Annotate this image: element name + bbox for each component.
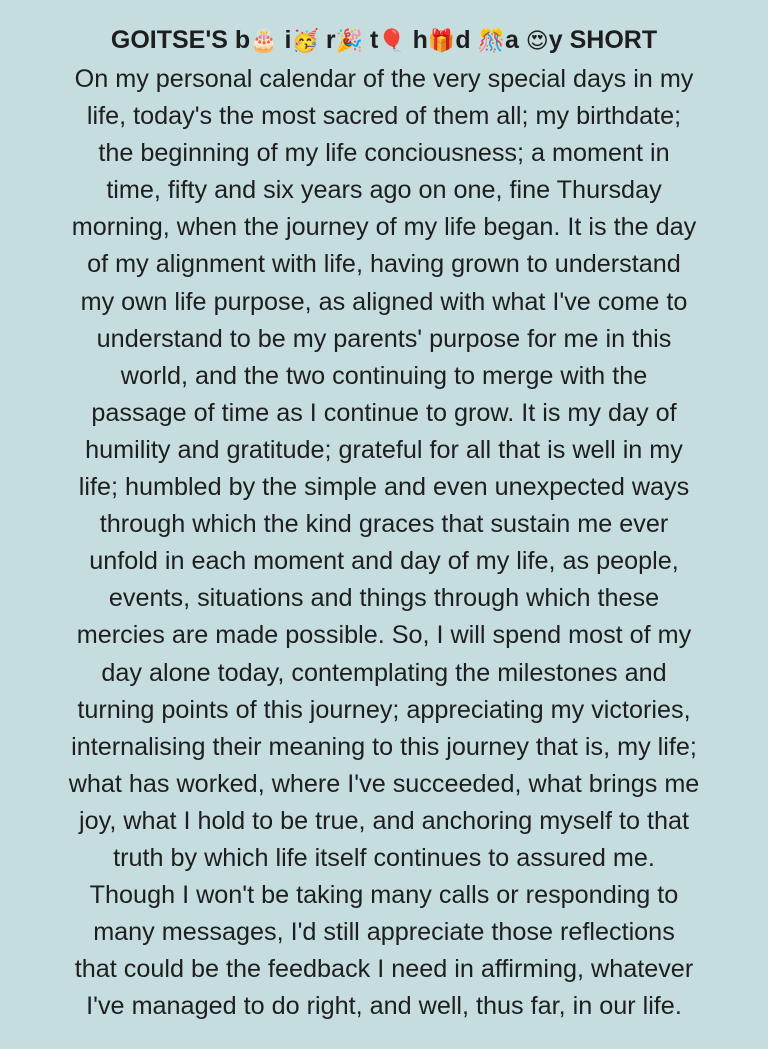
title-text: GOITSE'S b (110, 26, 251, 54)
title-text: r (318, 26, 336, 54)
body-line: turning points of this journey; appreciating my victories, (77, 695, 691, 724)
body-line: the beginning of my life conciousness; a moment in (98, 139, 670, 168)
body-line: mercies are made possible. So, I will spend most of my (76, 621, 692, 650)
body-line: time, fifty and six years ago on one, fine Thursday (106, 176, 662, 205)
heart-eyes-icon: 😍 (525, 29, 549, 54)
body-line: many messages, I'd still appreciate those reflections (93, 918, 675, 947)
body-line: my own life purpose, as aligned with what I've come to (80, 287, 688, 316)
gift-icon: 🎁 (427, 29, 456, 54)
title-text: i (277, 26, 292, 54)
title-text: t (363, 26, 379, 54)
body-line: that could be the feedback I need in affirming, whatever (74, 955, 694, 984)
body-line: what has worked, where I've succeeded, what brings me (68, 769, 700, 798)
confetti-ball-icon: 🎊 (477, 29, 505, 54)
party-face-icon: 🥳 (291, 29, 319, 54)
party-popper-icon: 🎉 (335, 29, 363, 54)
body-line: understand to be my parents' purpose for me in this (96, 324, 672, 353)
post-body (28, 61, 740, 1025)
body-line: world, and the two continuing to merge with the (120, 361, 648, 390)
body-line: life; humbled by the simple and even unexpected ways (78, 473, 690, 502)
body-line: joy, what I hold to be true, and anchoring myself to that (79, 806, 689, 835)
body-line: I've managed to do right, and well, thus far, in our life. (86, 992, 682, 1021)
body-line: On my personal calendar of the very special days in my (74, 65, 694, 93)
body-line: unfold in each moment and day of my life, as people, (89, 547, 679, 576)
post-title (0, 24, 768, 58)
title-text: d (455, 26, 478, 54)
body-line: life, today's the most sacred of them all; my birthdate; (86, 102, 682, 131)
body-line: of my alignment with life, having grown to understand (87, 250, 681, 279)
body-line: day alone today, contemplating the milestones and (101, 658, 667, 687)
body-line: truth by which life itself continues to assured me. (113, 843, 655, 872)
body-line: morning, when the journey of my life began. It is the day (71, 213, 697, 242)
body-line: through which the kind graces that sustain me ever (99, 510, 669, 539)
body-line: Though I won't be taking many calls or responding to (89, 881, 679, 910)
body-line: passage of time as I continue to grow. It is my day of (91, 398, 677, 427)
balloon-icon: 🎈 (378, 29, 406, 54)
body-line: humility and gratitude; grateful for all that is well in my (85, 435, 683, 464)
title-text: h (405, 26, 428, 54)
body-line: events, situations and things through which these (108, 584, 660, 613)
body-line: internalising their meaning to this journey that is, my life; (71, 732, 697, 761)
title-text: a (504, 26, 526, 54)
birthday-cake-icon: 🎂 (250, 29, 278, 54)
title-text: y SHORT (548, 26, 658, 54)
